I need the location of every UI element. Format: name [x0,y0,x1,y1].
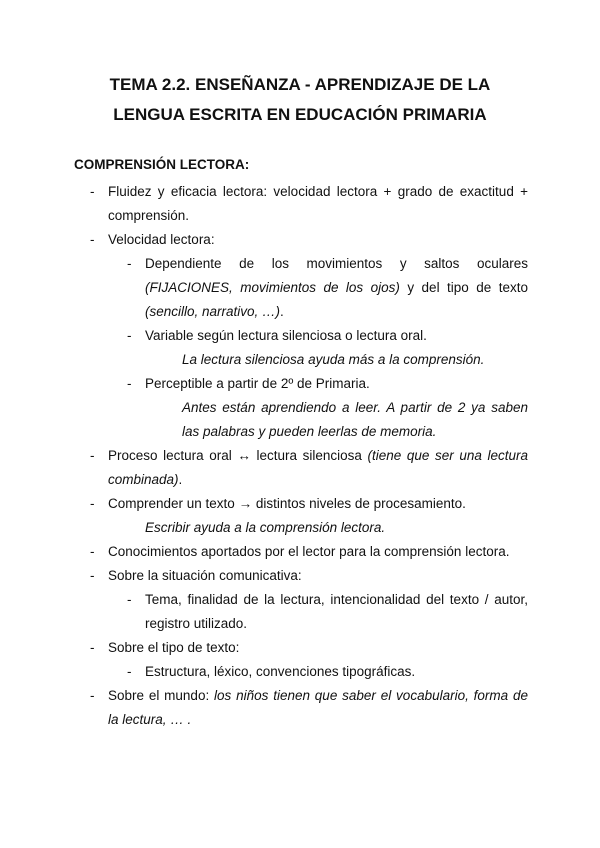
bullet-dash: - [90,448,95,463]
item-text: Proceso lectura oral ↔ lectura silenciosa [108,448,368,463]
item-text: . [178,472,183,487]
item-text: Tema, finalidad de la lectura, intencionalidad del texto / autor, registro utilizado. [145,592,528,631]
item-italic: (FIJACIONES, movimientos de los ojos) [145,280,400,295]
bullet-dash: - [127,256,132,271]
item-text: Conocimientos aportados por el lector para la comprensión lectora. [108,544,510,559]
list-item-mundo [90,684,529,732]
note-perceptible: Antes están aprendiendo a leer. A partir de 2 ya saben las palabras y pueden leerlas de memoria. [182,400,528,439]
list-item-dependiente [127,252,528,324]
list-item-fluidez [90,180,528,228]
bullet-dash: - [90,184,95,199]
item-italic: (tiene que ser una lectura combinada) [108,448,528,487]
item-text: Dependiente de los movimientos y saltos oculares [145,256,528,271]
item-text: Estructura, léxico, convenciones tipográficas. [145,664,416,679]
title-line-2: LENGUA ESCRITA EN EDUCACIÓN PRIMARIA [113,105,487,124]
list-item-velocidad [90,228,528,252]
item-italic: los niños tienen que saber el vocabulario, forma de la lectura, … . [108,688,529,727]
list-item-proceso [90,444,528,492]
bullet-dash: - [90,640,95,655]
list-item-estructura [127,660,528,684]
item-text: Variable según lectura silenciosa o lectura oral. [145,328,427,343]
bullet-dash: - [127,328,132,343]
bullet-dash: - [127,664,132,679]
list-item-conocimientos [90,540,528,564]
item-text: . [280,304,284,319]
bullet-dash: - [127,592,132,607]
item-text: y del tipo de texto [399,280,528,295]
bullet-dash: - [90,688,95,703]
bullet-dash: - [90,496,95,511]
item-text: Sobre el mundo: [108,688,215,703]
bullet-dash: - [127,376,132,391]
list-item-variable [127,324,528,348]
bullet-dash: - [90,544,95,559]
item-text: Velocidad lectora: [108,232,215,247]
content-list [0,180,600,732]
document-title [60,70,540,130]
item-text: Fluidez y eficacia lectora: velocidad lectora + grado de exactitud + comprensión. [108,184,528,223]
list-item-tipo [90,636,528,660]
list-item-tema [127,588,528,636]
bullet-dash: - [90,232,95,247]
item-text: Comprender un texto → distintos niveles de procesamiento. [108,496,466,511]
item-text: Sobre la situación comunicativa: [108,568,302,583]
item-text: Perceptible a partir de 2º de Primaria. [145,376,370,391]
list-item-comprender [90,492,528,516]
section-heading: COMPRENSIÓN LECTORA: [74,157,250,172]
title-line-1: TEMA 2.2. ENSEÑANZA - APRENDIZAJE DE LA [109,75,491,94]
note-variable: La lectura silenciosa ayuda más a la comprensión. [182,352,485,367]
list-item-perceptible [127,372,528,396]
item-text: Sobre el tipo de texto: [108,640,240,655]
item-italic: (sencillo, narrativo, …) [145,304,281,319]
list-item-situacion [90,564,528,588]
note-comprender: Escribir ayuda a la comprensión lectora. [145,520,386,535]
bullet-dash: - [90,568,95,583]
